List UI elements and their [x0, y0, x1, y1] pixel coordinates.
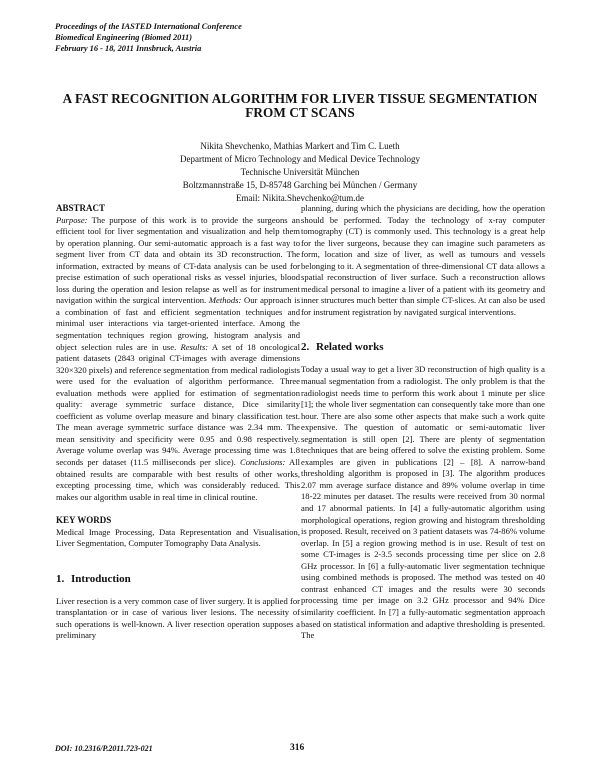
header-line-conference: Biomedical Engineering (Biomed 2011)	[55, 33, 193, 42]
left-column	[56, 203, 300, 642]
abstract-purpose-label: Purpose:	[56, 214, 88, 225]
abstract-results-label: Results:	[180, 341, 209, 352]
section-title-text: Introduction	[71, 572, 131, 585]
abstract-methods-label: Methods:	[208, 295, 242, 306]
author-email: Email: Nikita.Shevchenko@tum.de	[235, 193, 364, 203]
abstract-conclusions-label: Conclusions:	[239, 456, 286, 467]
section-number: 1.	[56, 572, 65, 585]
section-number: 2.	[301, 341, 310, 354]
page-number: 316	[290, 743, 305, 753]
abstract-purpose-text: The purpose of this work is to provide the surgeons an efficient tool for liver segmentation and visualization and help them by operation planning. Our semi-automatic approach is a fast way to segment liver from CT data and obtain its 3D reconstruction. The information, extracted by means of CT-data analysis can be used for precise estimation of such operational risks as vessel injuries, blood loss during the operation and lesion relapse as well as for instrument navigation within the surgical intervention.	[56, 214, 300, 306]
keywords-text: Medical Image Processing, Data Representation and Visualisation, Liver Segmentation, Computer Tomography Data Analysis.	[56, 526, 300, 549]
title-line-2: FROM CT SCANS	[245, 105, 355, 120]
right-column	[301, 203, 545, 642]
author-block	[100, 140, 500, 205]
conference-header	[55, 21, 242, 54]
abstract-results-text: A set of 18 oncological patient datasets (2843 original CT-images with average dimensions 320×320 pixels) and reference segmentation from medical radiologists were used for the evaluation of algorithm performance. Three evaluation methods were applied for estimation of segmentation quality: average symmetric surface distance, Dice similarity coefficient as volume overlap measure and binary classification test. The mean average symmetric surface distance was 2.34 mm. The mean sensitivity and specificity were 0.95 and 0.98 respectively. Average volume overlap was 94%. Average processing time was 1.8 seconds per dataset (11.5 milliseconds per slice).	[56, 341, 300, 467]
introduction-paragraph-left: Liver resection is a very common case of liver surgery. It is applied for transplantation or in case of various liver lesions. The necessity of such operations is well-known. A liver resection operation supposes a preliminary	[56, 595, 300, 641]
abstract-methods-text: Our approach is a combination of fast and efficient segmentation techniques and minimal user interactions via target-oriented interface. Among the segmentation techniques region growing, histogram analysis and object selection rules are in use.	[56, 295, 300, 352]
title-line-1: A FAST RECOGNITION ALGORITHM FOR LIVER TISSUE SEGMENTATION	[62, 91, 538, 106]
author-address: Boltzmannstraße 15, D-85748 Garching bei München / Germany	[182, 180, 418, 190]
keywords-heading: KEY WORDS	[56, 515, 112, 526]
author-university: Technische Universität München	[240, 167, 360, 177]
author-names: Nikita Shevchenko, Mathias Markert and Tim C. Lueth	[200, 141, 400, 151]
doi-footer: DOI: 10.2316/P.2011.723-021	[55, 744, 153, 753]
related-works-paragraph: Today a usual way to get a liver 3D reconstruction of high quality is a manual segmentation from a radiologist. The only problem is that the radiologist needs time to perform this work about 1 minute per slice [1]; the whole liver segmentation can consequently take more than one hour. There are also some other aspects that make such a work quite expensive. The question of automatic or semi-automatic liver segmentation is still open [2]. There are plenty of segmentation techniques that are being offered to solve the existing problem. Some examples are given in publications [2] – [8]. A narrow-band thresholding algorithm is proposed in [3]. The algorithm produces 2.07 mm average surface distance and 89% volume overlap in time 18-22 minutes per dataset. The results were received from 30 normal and 17 abnormal patients. In [4] a fully-automatic algorithm using morphological operations, region growing and histogram thresholding is proposed. Result, received on 3 patient datasets was 74-86% volume overlap. In [5] a region growing method is in use. Result of test on some CT-images is 2-3.5 seconds processing time per slice on 2.8 GHz processor. In [6] a fully-automatic liver segmentation technique using combined methods is proposed. The method was tested on 40 contrast enhanced CT images and the results were 30 seconds processing time per image on 3.2 GHz processor and 94% Dice similarity coefficient. In [7] a fully-automatic segmentation approach based on statistical information and adaptive thresholding is presented. The	[301, 364, 545, 641]
author-department: Department of Micro Technology and Medical Device Technology	[179, 154, 421, 164]
abstract-heading: ABSTRACT	[56, 203, 106, 213]
abstract-conclusions-text: All obtained results are comparable with best results of other works, excepting processing time, which was considerably reduced. This makes our algorithm usable in real time in clinical routine.	[56, 456, 301, 502]
header-line-date-location: February 16 - 18, 2011 Innsbruck, Austria	[55, 44, 202, 53]
section-title-text: Related works	[316, 341, 384, 354]
paper-title	[40, 92, 560, 120]
header-line-proceedings: Proceedings of the IASTED International Conference	[55, 22, 242, 31]
section-heading-related-works	[301, 340, 545, 354]
section-heading-introduction	[56, 572, 300, 586]
introduction-paragraph-right: planning, during which the physicians are deciding, how the operation should be performed. Today the technology of x-ray computer tomography (CT) is commonly used. This technology is a great help for the liver surgeons, because they can imagine such parameters as form, location and size of liver, as well as tumours and vessels belonging to it. A segmentation of three-dimensional CT data allows a spatial reconstruction of liver surface. Such a reconstruction allows medical personal to imagine a liver of a patient with its geometry and inner structures much better than simple CT-slices. At can also be used for instrument registration by navigated surgical interventions.	[301, 203, 545, 317]
abstract-body	[56, 215, 300, 504]
